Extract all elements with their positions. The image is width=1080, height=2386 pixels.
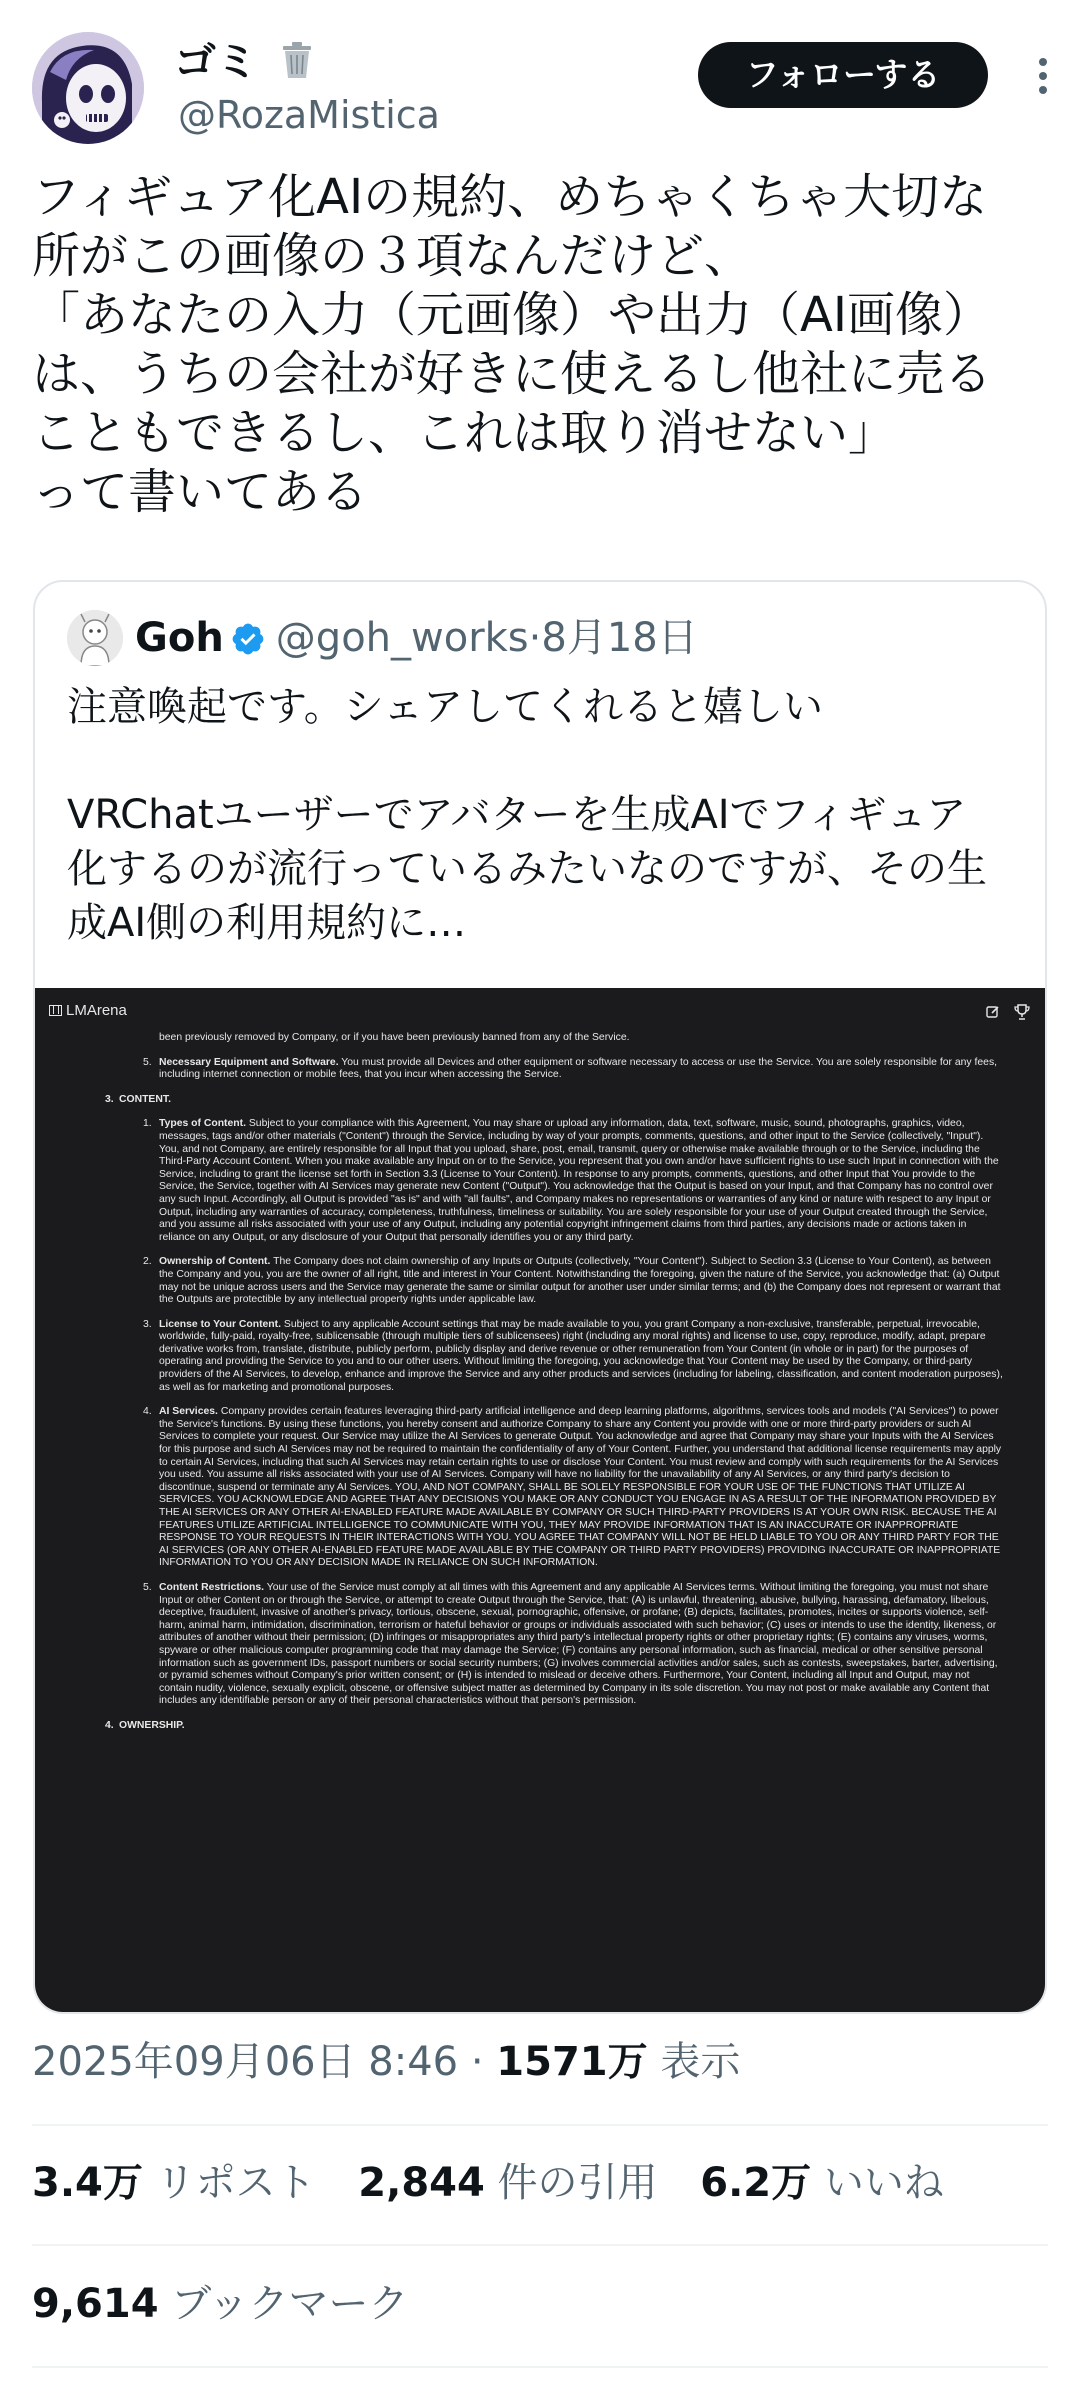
tweet-timestamp-row [32, 2036, 740, 2088]
lmarena-logo [49, 1002, 127, 1019]
engagement-stats [32, 2157, 974, 2209]
reposts-count: 3.4万 [32, 2160, 143, 2206]
quote-image-terms-screenshot[interactable] [35, 988, 1045, 2014]
quote-author-name[interactable]: Goh [135, 615, 224, 661]
section-number: 3. [105, 1093, 114, 1105]
author-handle[interactable]: @RozaMistica [178, 93, 440, 137]
terms-item-number: 4. [143, 1406, 152, 1418]
reposts-stat[interactable] [32, 2157, 316, 2209]
terms-item-number: 5. [143, 1581, 152, 1593]
terms-item-number: 1. [143, 1118, 152, 1130]
bookmarks-stat[interactable] [32, 2278, 438, 2330]
terms-item [97, 1406, 1005, 1570]
quote-avatar-art [67, 610, 123, 666]
likes-count: 6.2万 [700, 2160, 812, 2206]
terms-item-title: Content Restrictions. [159, 1581, 265, 1593]
terms-item-text: Subject to your compliance with this Agreement, You may share or upload any information, data, text, software, music, sound, photographs, graphics, video, messages, tags and/or other materials ("Content") through the Service, including by way of your prompts, comments, questions, and other input to the Service (collectively, "Input"). You, and not Company, are entirely responsible for all Input that you upload, share, post, email, transmit, query or otherwise make available through or to the Service, including the Third-Party Account Content. When you make available any Input on or to the Service, you represent that you own and/or have sufficient rights to use such Input in connection with the Service, including to grant the license set forth in Section 3.3 (License to Your Content). In response to any prompts, comments, questions, and other Input that You provide to the Service, the Service, together with AI Services may generate new Content ("Output"). You acknowledge that the Output is based on your Input, and that Company has no control over any such Input. Accordingly, all Output is provided "as is" and with "all faults", and Company makes no representations or warranties of any kind or nature with respect to any Input or Output, including any warranties of accuracy, completeness, truthfulness, timeliness or suitability. You are solely responsible for your use of your Output created through the Service, and you assume all risks associated with your use of any Output, including any potential copyright infringement claims from third parties, any decisions made or actions taken in reliance on any Output, or any disclosure of your Output that personally identifies you or any third party. [159, 1118, 999, 1243]
quotes-count: 2,844 [358, 2160, 485, 2206]
terms-item-number: 2. [143, 1256, 152, 1268]
terms-section-heading [97, 1720, 1005, 1733]
divider [32, 2366, 1048, 2368]
quoted-tweet-card[interactable] [33, 580, 1047, 2014]
author-name-text: ゴミ [174, 37, 259, 86]
image-topbar [35, 988, 1045, 1038]
terms-item-title: Necessary Equipment and Software. [159, 1056, 339, 1068]
verified-badge-icon [230, 614, 266, 674]
terms-item-title: License to Your Content. [159, 1318, 282, 1330]
tweet-text: フィギュア化AIの規約、めちゃくちゃ大切な 所がこの画像の３項なんだけど、 「あなたの入力（元画像）や出力（AI画像） は、うちの会社が好きに使えるし他社に売る こともできるし、これは取り消せない」 って書いてある [32, 169, 993, 520]
terms-item-text: You must provide all Devices and other equipment or software necessary to access or use the Service. You are solely responsible for any fees, including internet connection or mobile fees, that you incur when accessing the Service. [159, 1056, 998, 1081]
table-icon [49, 1005, 62, 1016]
section-title: OWNERSHIP. [119, 1719, 185, 1731]
bookmarks-stat-group [32, 2278, 408, 2330]
terms-item-text: been previously removed by Company, or if you have been previously banned from any of the Service. [159, 1032, 630, 1043]
terms-item [97, 1032, 1005, 1045]
more-options-icon[interactable] [1028, 52, 1058, 102]
terms-item-number: 3. [143, 1318, 152, 1330]
edit-icon [985, 1004, 1001, 1024]
terms-item-number: 5. [143, 1056, 152, 1068]
bookmarks-count: 9,614 [32, 2281, 159, 2327]
wastebasket-icon [279, 40, 315, 92]
terms-item-text: Company provides certain features leveraging third-party artificial intelligence and deep learning platforms, algorithms, services tools and models ("AI Services") to power the Service's functions. By using these functions, you hereby consent and authorize Company to share any Content you provide with one or more third-party providers or such AI Services to complete your request. Our Service may utilize the AI Services to generate Output. You acknowledge and agree that Company may share your Inputs with the AI Services for this purpose and such AI Services may not be required to maintain the confidentiality of any of Your Content. Further, you understand that additional license requirements may apply to certain AI Services, including that such AI Services may retain certain rights to use or disclose Your Content. You must review and comply with such requirements for the AI Services you used. You assume all risks associated with your use of AI Services. Company will have no liability for the unavailability of any AI Services, or any third party's decision to discontinue, suspend or terminate any AI Services. YOU, AND NOT COMPANY, SHALL BE SOLELY RESPONSIBLE FOR YOUR USE OF THE FUNCTIONS THAT UTILIZE AI SERVICES. YOU ACKNOWLEDGE AND AGREE THAT ANY DECISIONS YOU MAKE OR ANY CONDUCT YOU ENGAGE IN AS A RESULT OF THE INFORMATION PROVIDED BY THE AI SERVICES OR ANY OTHER AI-ENABLED FEATURE MADE AVAILABLE BY COMPANY OR SUCH THIRD-PARTY PROVIDERS IS AT YOUR OWN RISK. BECAUSE THE AI FEATURES UTILIZE ARTIFICIAL INTELLIGENCE TO COMMUNICATE WITH YOU, THEY MAY PROVIDE INFORMATION THAT IS AN INACCURATE OR INAPPROPRIATE RESPONSE TO YOUR REQUESTS IN THEIR INTERACTIONS WITH YOU. YOU AGREE THAT COMPANY WILL NOT BE HELD LIABLE TO YOU OR ANY THIRD PARTY FOR THE AI SERVICES (OR ANY OTHER AI-ENABLED FEATURE MADE AVAILABLE BY THE COMPANY OR THIRD PARTY PROVIDERS) PROVIDING INACCURATE OR INAPPROPRIATE INFORMATION TO YOU OR ANY DECISION MADE IN RELIANCE ON SUCH INFORMATION. [159, 1406, 1002, 1569]
likes-stat[interactable] [700, 2157, 944, 2209]
terms-item-title: AI Services. [159, 1406, 218, 1418]
quote-date[interactable]: 8月18日 [541, 615, 698, 661]
quotes-stat[interactable] [358, 2157, 657, 2209]
trophy-icon [1013, 1003, 1031, 1025]
divider [32, 2244, 1048, 2246]
quote-author-avatar[interactable] [67, 610, 123, 666]
terms-item [97, 1057, 1005, 1082]
quote-author-handle[interactable]: @goh_works [275, 615, 529, 661]
tweet-timestamp[interactable]: 2025年09月06日 8:46 [32, 2039, 459, 2085]
author-avatar[interactable] [32, 32, 144, 144]
quotes-label: 件の引用 [497, 2160, 658, 2206]
terms-item-title: Ownership of Content. [159, 1256, 271, 1268]
quote-header [135, 608, 698, 668]
reposts-label: リポスト [155, 2160, 316, 2206]
follow-button[interactable]: フォローする [698, 42, 988, 108]
terms-item-text: The Company does not claim ownership of any Inputs or Outputs (collectively, "Your Content"). Subject to Section 3.3 (License to Your Content), as between the Company and you, you are the owner of all right, title and interest in Your Content. Notwithstanding the foregoing, given the nature of the Service, you acknowledge that: (a) Output may not be unique across users and the Service may generate the same or similar output for another user under similar terms; and (b) the Company does not represent or warrant that the Outputs are protectible by any intellectual property rights under applicable law. [159, 1256, 1001, 1306]
author-display-name[interactable] [174, 36, 315, 92]
likes-label: いいね [823, 2160, 944, 2206]
tweet-header [32, 32, 1048, 144]
terms-item [97, 1319, 1005, 1395]
timestamp-separator: · [470, 2039, 484, 2085]
terms-text [97, 1032, 1005, 1745]
author-avatar-art [32, 32, 144, 144]
terms-item-text: Subject to any applicable Account settings that may be made available to you, you grant Company a non-exclusive, transferable, perpetual, irrevocable, worldwide, fully-paid, royalty-free, sublicensable (through multiple tiers of sublicensees) right (including any moral rights) and license to use, copy, reproduce, modify, adapt, prepare derivative works from, translate, distribute, publicly perform, publicly display and derive revenue or other remuneration from Your Content (in whole or in part) for the purposes of operating and providing the Service to you and to our other users. Without limiting the foregoing, you acknowledge that Your Content may be used by the Company, or third-party providers of the AI Services, to develop, enhance and improve the Service and any other products and services (including for labeling, classification, and content moderation purposes), as well as for marketing and promotional purposes. [159, 1318, 1003, 1393]
terms-item [97, 1582, 1005, 1708]
bookmarks-label: ブックマーク [171, 2281, 409, 2327]
quote-separator: · [528, 615, 542, 661]
terms-item-text: Your use of the Service must comply at all times with this Agreement and any applicable AI Services terms. Without limiting the foregoing, you must not share Input or other Content on or through the Service, or attempt to create Output through the Service, that: (A) is unlawful, threatening, abusive, bullying, harassing, defamatory, libelous, deceptive, fraudulent, invasive of another's privacy, tortious, obscene, sexual, pornographic, offensive, or profane; (B) depicts, facilitates, promotes, incites or supports violence, self-harm, animal harm, intimidation, discrimination, terrorism or hateful behavior or groups or individuals associated with such behavior; (C) uses or intends to use the identity, likeness, or attributes of another without their permission; (D) infringes or misappropriates any third party's intellectual property rights or other proprietary rights; (E) contains any viruses, worms, spyware or other malicious computer programming code that may damage the Service; (F) contains any personal information, such as financial, medical or other sensitive personal information such as government IDs, passport numbers or social security numbers; (G) involves commercial activities and/or sales, such as contests, sweepstakes, barter, advertising, or pyramid schemes without Company's prior written consent; or (H) is intended to mislead or deceive others. Furthermore, Your Content, including all Input and Output, may not contain nudity, violence, sexually explicit, obscene, or offensive subject matter as determined by Company in its sole discretion. You may not post or make available any Content that includes any identifiable person or any of their personal characteristics without that person's permission. [159, 1581, 998, 1707]
terms-item [97, 1256, 1005, 1306]
section-number: 4. [105, 1719, 114, 1731]
terms-section-heading [97, 1094, 1005, 1107]
views-count: 1571万 [496, 2039, 648, 2085]
terms-item-title: Types of Content. [159, 1118, 246, 1130]
lmarena-brand-text: LMArena [66, 1002, 127, 1019]
quote-text: 注意喚起です。シェアしてくれると嬉しい VRChatユーザーでアバターを生成AIでフィギュア 化するのが流行っているみたいなのですが、その生 成AI側の利用規約に… [67, 684, 987, 946]
divider [32, 2124, 1048, 2126]
section-title: CONTENT. [119, 1093, 171, 1105]
views-label: 表示 [660, 2039, 741, 2085]
terms-item [97, 1118, 1005, 1244]
